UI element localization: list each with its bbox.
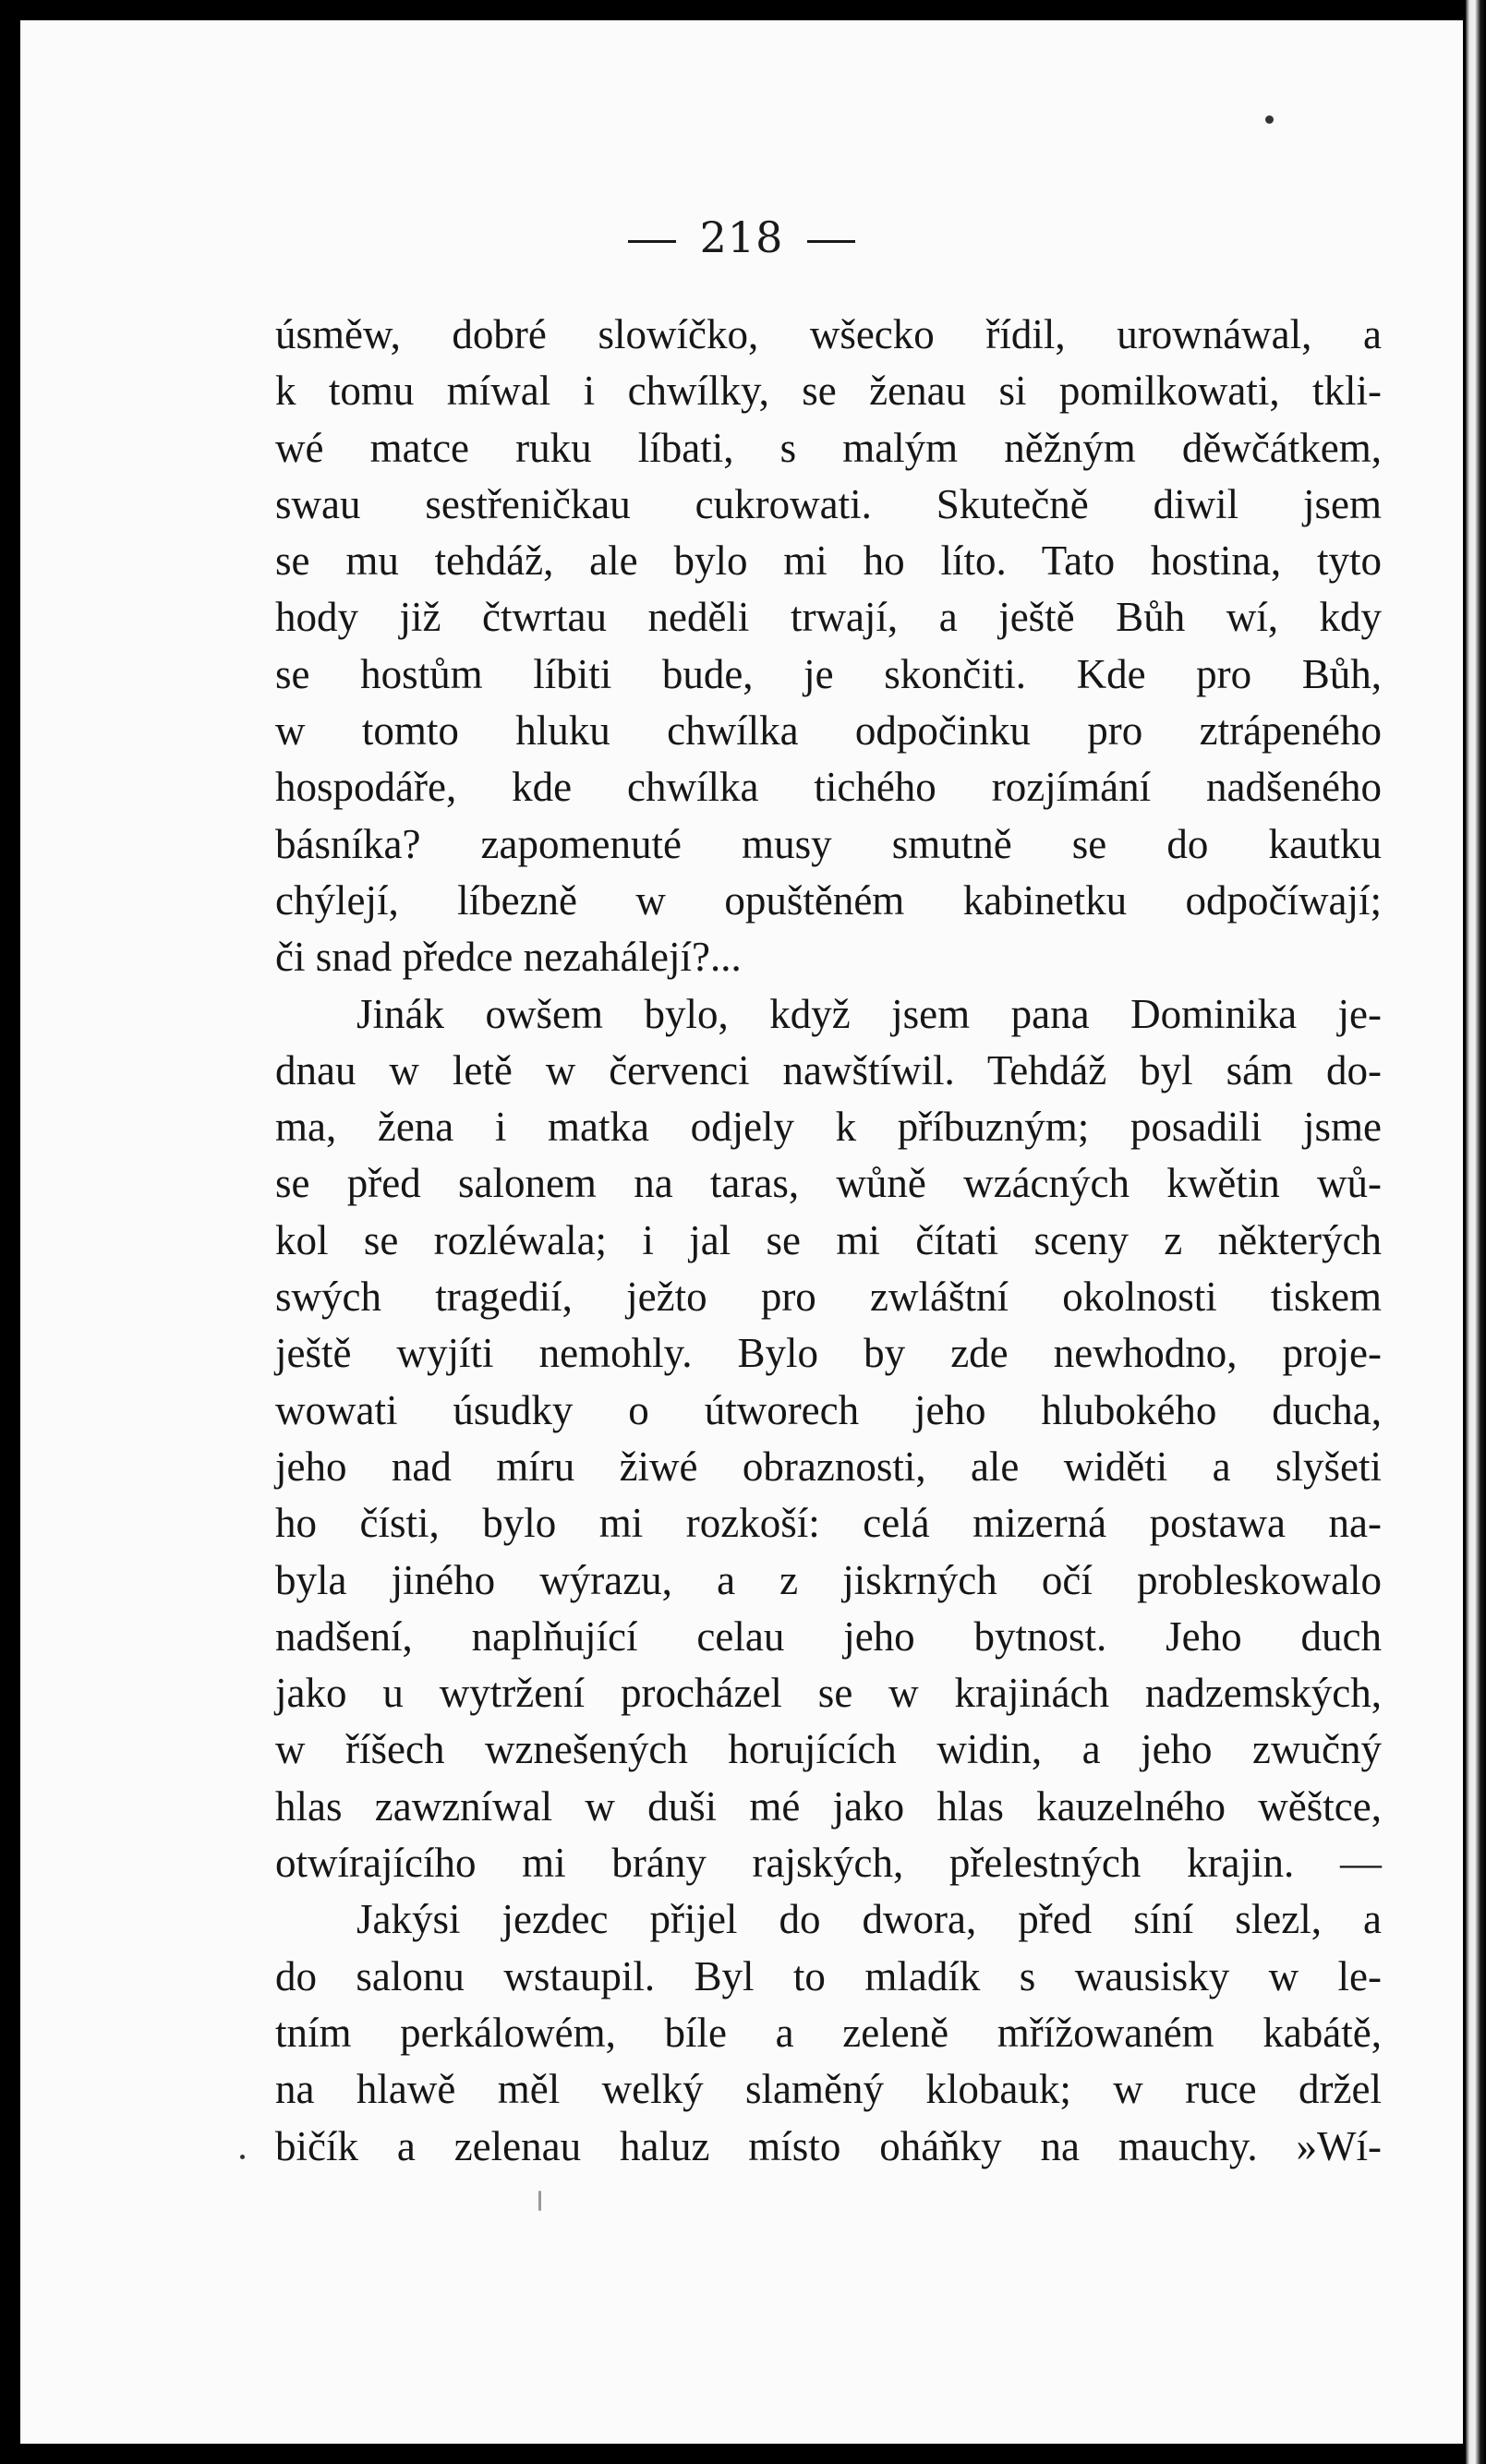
text-line: na hlawě měl welký slaměný klobauk; w ruce držel (275, 2066, 1382, 2113)
header-dash-right (807, 240, 855, 243)
body-text (275, 307, 1382, 2175)
text-line: wowati úsudky o útworech jeho hlubokého ducha, (275, 1386, 1382, 1433)
text-line: do salonu wstaupil. Byl to mladík s wausisky w le- (275, 1952, 1382, 1999)
page-header (20, 212, 1463, 262)
text-line: byla jiného wýrazu, a z jiskrných očí probleskowalo (275, 1556, 1382, 1603)
text-line: se před salonem na taras, wůně wzácných kwětin wů- (275, 1160, 1382, 1207)
ink-speck (1265, 115, 1274, 124)
text-line: w říšech wznešených horujících widin, a jeho zwučný (275, 1726, 1382, 1773)
page-binding-edge (1466, 0, 1486, 2464)
text-line: kol se rozléwala; i jal se mi čítati sceny z některých (275, 1216, 1382, 1263)
text-line: ma, žena i matka odjely k příbuzným; posadili jsme (275, 1104, 1382, 1151)
text-line: hlas zawzníwal w duši mé jako hlas kauzelného wěštce, (275, 1782, 1382, 1830)
text-line: Jakýsi jezdec přijel do dwora, před síní slezl, a (356, 1896, 1382, 1943)
text-line: Jinák owšem bylo, když jsem pana Dominika je- (356, 990, 1382, 1037)
text-line: dnau w letě w červenci nawštíwil. Tehdáž byl sám do- (275, 1046, 1382, 1093)
ink-speck (538, 2191, 541, 2211)
text-line: básníka? zapomenuté musy smutně se do kautku (275, 820, 1382, 867)
text-line: jako u wytržení procházel se w krajinách nadzemských, (275, 1670, 1382, 1717)
text-line: hody již čtwrtau neděli trwají, a ještě Bůh wí, kdy (275, 594, 1382, 641)
text-line: otwírajícího mi brány rajských, přelestných krajin. — (275, 1840, 1382, 1887)
text-line: ještě wyjíti nemohly. Bylo by zde newhodno, proje- (275, 1330, 1382, 1377)
text-line: či snad předce nezahálejí?... (275, 934, 742, 981)
text-line: k tomu míwal i chwílky, se ženau si pomilkowati, tkli- (275, 368, 1382, 415)
text-line: bičík a zelenau haluz místo oháňky na mauchy. »Wí- (275, 2122, 1382, 2169)
header-dash-left (628, 240, 676, 243)
text-line: hospodáře, kde chwílka tichého rozjímání nadšeného (275, 764, 1382, 811)
text-line: swau sestřeničkau cukrowati. Skutečně diwil jsem (275, 480, 1382, 527)
text-line: swých tragedií, ježto pro zwláštní okolnosti tiskem (275, 1274, 1382, 1321)
text-line: nadšení, naplňující celau jeho bytnost. Jeho duch (275, 1612, 1382, 1660)
ink-speck (240, 2155, 245, 2159)
text-line: chýlejí, líbezně w opuštěném kabinetku odpočíwají; (275, 876, 1382, 924)
text-line: wé matce ruku líbati, s malým něžným děwčátkem, (275, 424, 1382, 471)
text-line: w tomto hluku chwílka odpočinku pro ztrápeného (275, 707, 1382, 755)
text-line: se mu tehdáž, ale bylo mi ho líto. Tato hostina, tyto (275, 537, 1382, 585)
text-line: se hostům líbiti bude, je skončiti. Kde pro Bůh, (275, 650, 1382, 697)
text-line: ho čísti, bylo mi rozkoší: celá mizerná postawa na- (275, 1500, 1382, 1547)
page-number: 218 (699, 212, 784, 262)
text-line: jeho nad míru žiwé obraznosti, ale widěti a slyšeti (275, 1443, 1382, 1490)
text-line: tním perkálowém, bíle a zeleně mřížowaném kabátě, (275, 2009, 1382, 2056)
text-line: úsměw, dobré slowíčko, wšecko řídil, urownáwal, a (275, 311, 1382, 357)
book-page (20, 20, 1463, 2444)
